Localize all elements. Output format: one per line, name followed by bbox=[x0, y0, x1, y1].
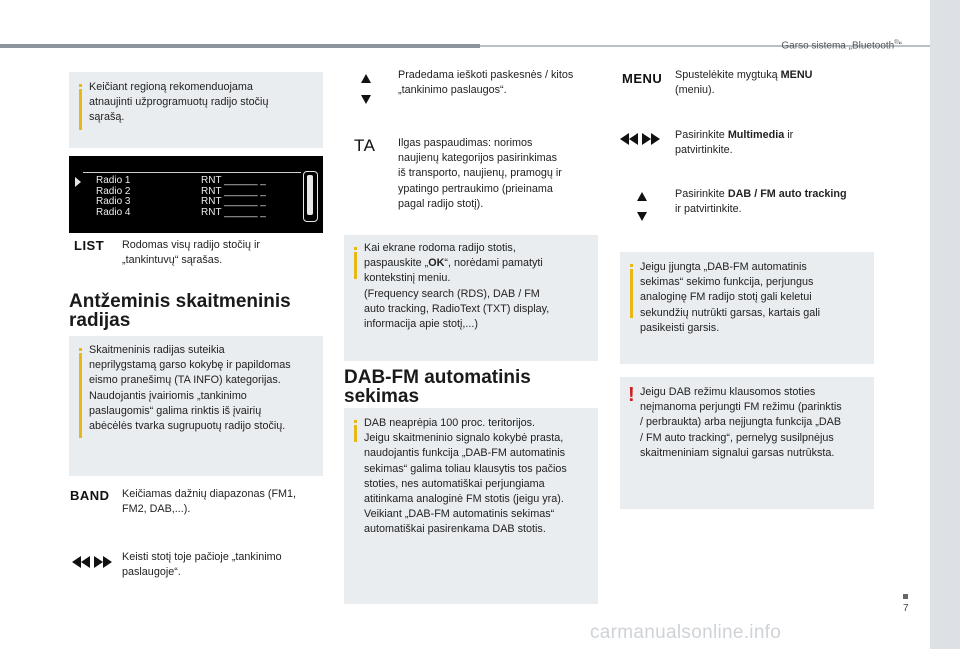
station-names bbox=[96, 176, 130, 218]
down-arrow-icon bbox=[637, 212, 647, 221]
page-header-title: Garso sistema „Bluetooth®“ bbox=[781, 40, 902, 52]
band-description: Keičiamas dažnių diapazonas (FM1, FM2, DAB,...). bbox=[122, 488, 297, 516]
page-number: 7 bbox=[903, 603, 909, 614]
note-digital-radio: Skaitmeninis radijas suteikia neprilygstamą garso kokybę ir papildomas eismo pranešimų (TA INFO) kategorijas. Naudojantis įvairiomis „tankinimo paslaugomis“ galima rinktis iš įvairių abėcėlės tvarka sugrupuotų radijo stočių. bbox=[69, 336, 323, 476]
note-dab-coverage: DAB neaprėpia 100 proc. teritorijos. Jeigu skaitmeninio signalo kokybė prasta, naudojantis funkcija „DAB-FM automatinis sekimas“ galima toliau klausytis tos pačios stoties, nes automatiškai perjungiama atitinkama analoginė FM stotis (jeigu yra). Veikiant „DAB-FM automatinis sekimas“ automatiškai pasirenkama DAB stotis. bbox=[344, 408, 598, 604]
info-icon bbox=[630, 264, 633, 318]
up-arrow-icon bbox=[361, 74, 371, 83]
note-context-menu: Kai ekrane rodoma radijo stotis, paspauskite „OK“, norėdami pamatyti kontekstinį meniu. (Frequency search (RDS), DAB / FM auto tracking, RadioText (TXT) display, informacija apie stotį,...) bbox=[344, 235, 598, 361]
seek-description: Keisti stotį toje pačioje „tankinimo paslaugoje“. bbox=[122, 551, 282, 579]
note-dab-fm-tracking: Jeigu įjungta „DAB-FM automatinis sekimas“ sekimo funkcija, perjungus analoginę FM radijo stotį gali keletui sekundžių nutrūkti garsas, kartais gali pasikeisti garsis. bbox=[620, 252, 874, 364]
up-arrow-icon bbox=[637, 192, 647, 201]
seek-buttons-icon bbox=[72, 556, 112, 568]
screen-divider bbox=[83, 172, 301, 173]
down-arrow-icon bbox=[361, 95, 371, 104]
warning-dab-fm: ! Jeigu DAB režimu klausomos stoties neįmanoma perjungti FM režimu (parinktis / perbraukta) arba neįjungta funkcija „DAB / FM auto tracking“, pernelyg susilpnėjus skaitmeniniam signalui garsas nutrūksta. bbox=[620, 377, 874, 509]
info-icon bbox=[79, 348, 82, 438]
band-button-label: BAND bbox=[70, 488, 110, 503]
dab-tracking-description: Pasirinkite DAB / FM auto tracking ir patvirtinkite. bbox=[675, 188, 847, 216]
list-description: Rodomas visų radijo stočių ir „tankintuvų“ sąrašas. bbox=[122, 239, 261, 267]
info-icon bbox=[354, 247, 357, 279]
station-item: Radio 2 bbox=[96, 185, 131, 197]
note-region-update: Keičiant regioną rekomenduojama atnaujinti užprogramuotų radijo stočių sąrašą. bbox=[69, 72, 323, 148]
radio-list-screen bbox=[69, 156, 323, 233]
page-marker bbox=[903, 594, 908, 599]
ta-description: Ilgas paspaudimas: norimos naujienų kategorijos pasirinkimas iš transporto, naujienų, pramogų ir ypatingo pertraukimo (prieinama pagal radijo stotį). bbox=[398, 137, 562, 210]
station-item: Radio 1 bbox=[96, 175, 131, 186]
station-item: Radio 4 bbox=[96, 206, 131, 218]
header-rule-dark bbox=[0, 44, 480, 48]
info-icon bbox=[79, 84, 82, 130]
watermark: carmanualsonline.info bbox=[590, 622, 782, 643]
updown-description: Pradedama ieškoti paskesnės / kitos „tankinimo paslaugos“. bbox=[398, 69, 574, 97]
station-item: Radio 3 bbox=[96, 196, 131, 207]
scrollbar bbox=[303, 171, 318, 222]
menu-button-label: MENU bbox=[622, 71, 663, 86]
multimedia-description: Pasirinkite Multimedia ir patvirtinkite. bbox=[675, 129, 794, 157]
section-heading-digital-radio: Antžeminis skaitmeninis radijas bbox=[69, 291, 291, 331]
station-rnt: RNT ______ _ RNT ______ _ RNT ______ _ RNT ______ _ bbox=[201, 175, 266, 218]
list-button-label: LIST bbox=[74, 238, 105, 253]
section-heading-dab-fm: DAB-FM automatinis sekimas bbox=[344, 367, 531, 407]
ta-button-label: TA bbox=[354, 136, 376, 155]
seek-buttons-icon bbox=[620, 133, 660, 145]
menu-description: Spustelėkite mygtuką MENU (meniu). bbox=[675, 69, 813, 97]
warning-icon: ! bbox=[628, 384, 635, 406]
page-side-tab bbox=[930, 0, 960, 649]
play-arrow-icon bbox=[75, 177, 81, 187]
info-icon bbox=[354, 420, 357, 442]
